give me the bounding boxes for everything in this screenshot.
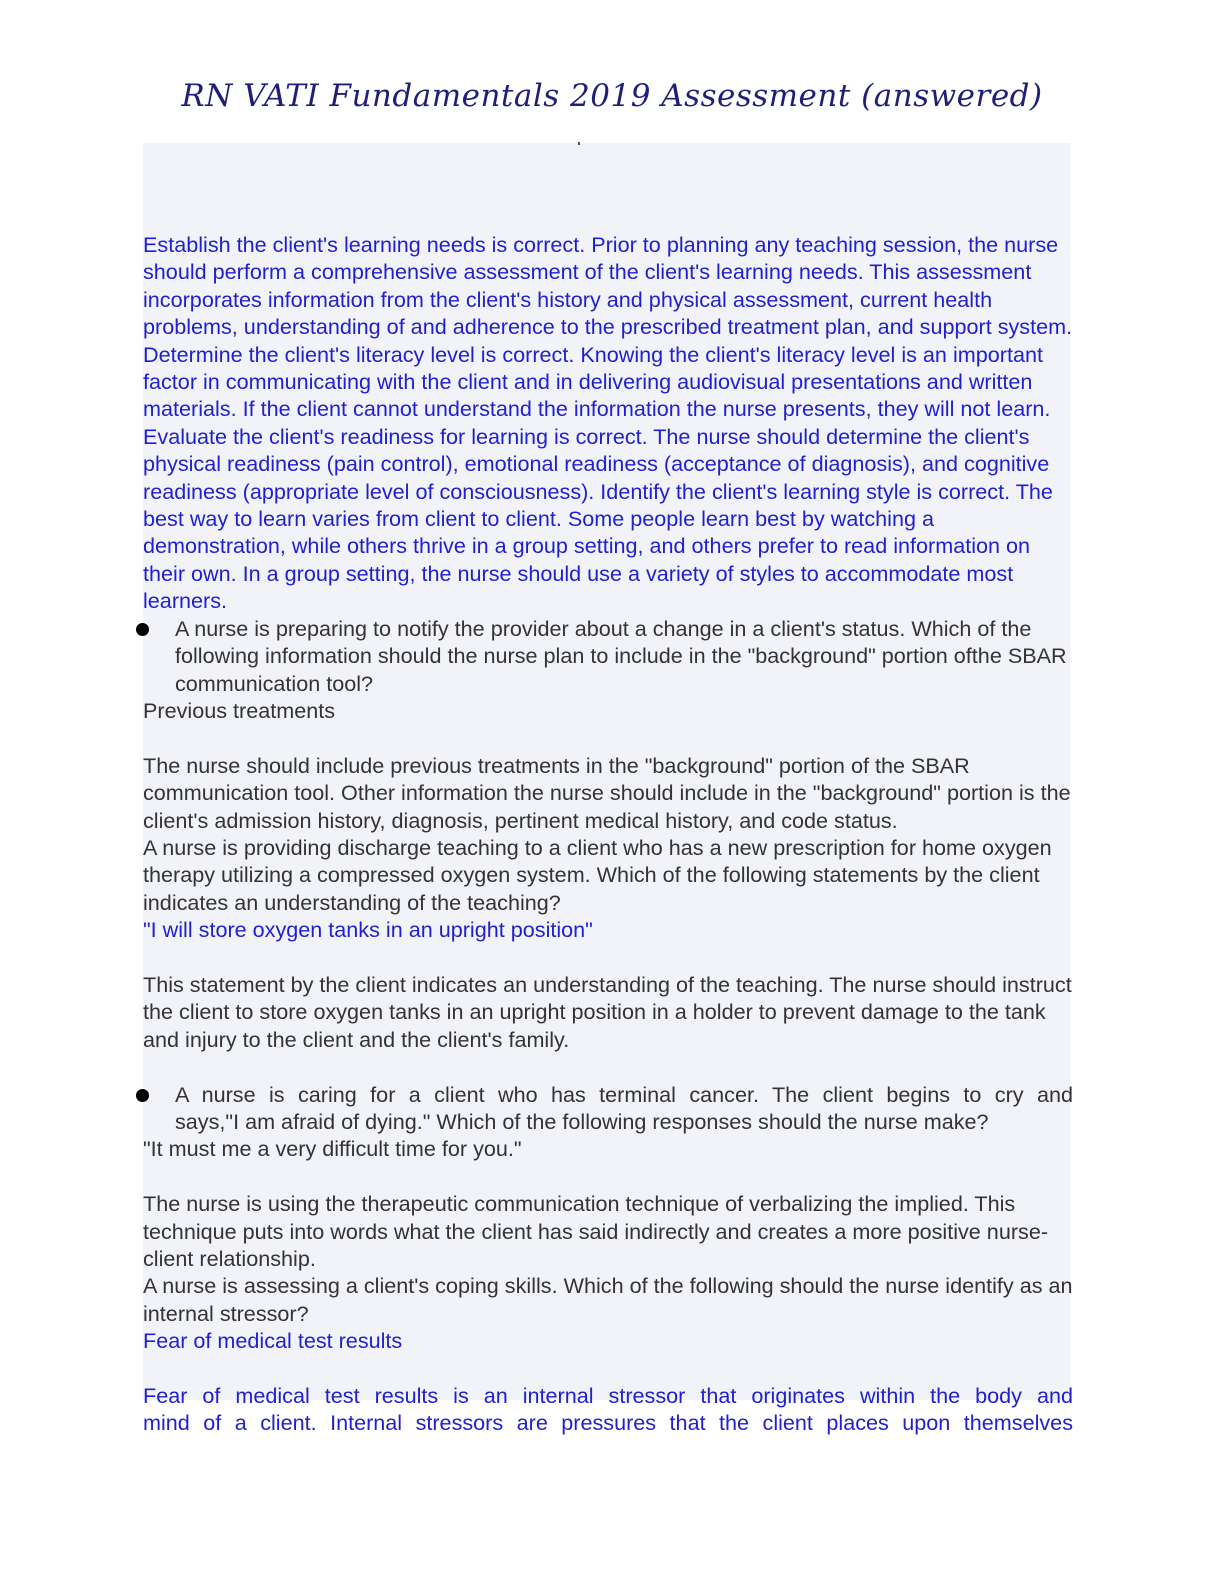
answer-coping: Fear of medical test results [143,1328,403,1354]
bullet-icon [136,1089,149,1102]
question-oxygen: A nurse is providing discharge teaching to a client who has a new prescription for home oxygen therapy utilizing a compressed oxygen system. Which of the following statements by the client indicates an understanding of the teaching? [143,834,1052,915]
stray-mark [578,142,580,145]
rationale-sbar: The nurse should include previous treatments in the "background" portion of the SBAR communication tool. Other information the nurse should include in the "background" portion is the client's admission history, diagnosis, pertinent medical history, and code status. [143,752,1071,833]
document-body [143,231,1073,1437]
document-title: RN VATI Fundamentals 2019 Assessment (answered) [181,78,1043,114]
rationale-cancer: The nurse is using the therapeutic communication technique of verbalizing the implied. This technique puts into words what the client has said indirectly and creates a more positive nurse-client relationship. [143,1191,1049,1271]
rationale-coping-line-1: Fear of medical test results is an internal stressor that originates within the body and [143,1382,1073,1408]
answer-cancer: "It must me a very difficult time for you." [143,1136,522,1162]
rationale-oxygen: This statement by the client indicates an understanding of the teaching. The nurse should instruct the client to store oxygen tanks in an upright position in a holder to prevent damage to the tank and injury to the client and the client's family. [143,971,1072,1052]
answer-oxygen: "I will store oxygen tanks in an upright position" [143,917,593,943]
rationale-learning-needs: Establish the client's learning needs is correct. Prior to planning any teaching session, the nurse should perform a comprehensive assessment of the client's learning needs. This assessment incorporates information from the client's history and physical assessment, current health problems, understanding of and adherence to the prescribed treatment plan, and support system. Determine the client's literacy level is correct. Knowing the client's literacy level is an important factor in communicating with the client and in delivering audiovisual presentations and written materials. If the client cannot understand the information the nurse presents, they will not learn. Evaluate the client's readiness for learning is correct. The nurse should determine the client's physical readiness (pain control), emotional readiness (acceptance of diagnosis), and cognitive readiness (appropriate level of consciousness). Identify the client's learning style is correct. The best way to learn varies from client to client. Some people learn best by watching a demonstration, while others thrive in a group setting, and others prefer to read information on their own. In a group setting, the nurse should use a variety of styles to accommodate most learners. [143,232,1073,614]
question-coping: A nurse is assessing a client's coping skills. Which of the following should the nurse identify as an internal stressor? [143,1273,1073,1326]
answer-sbar: Previous treatments [143,697,336,723]
question-sbar [143,615,1073,697]
question-text: A nurse is preparing to notify the provider about a change in a client's status. Which of the following information should the nurse plan to include in the "background" portion ofthe SBAR communication tool? [175,615,1067,696]
question-text-line-1: A nurse is caring for a client who has terminal cancer. The client begins to cry and [175,1081,1073,1107]
question-cancer [143,1081,1073,1136]
question-text-line-2: says,"I am afraid of dying." Which of the following responses should the nurse make? [175,1108,989,1134]
bullet-icon [136,623,149,636]
rationale-coping-line-2: mind of a client. Internal stressors are pressures that the client places upon themselves [143,1410,1073,1436]
